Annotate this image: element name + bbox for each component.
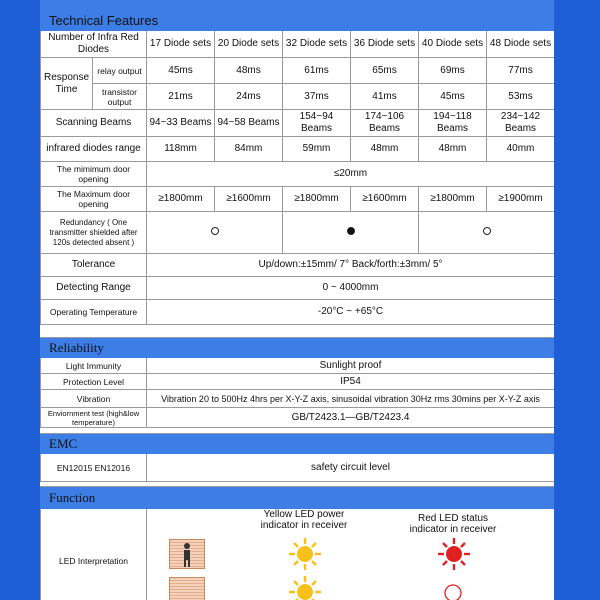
max-door-value: ≥1600mm xyxy=(351,187,419,212)
redundancy-cell xyxy=(147,212,283,254)
redundancy-label: Redundancy ( One transmitter shielded after 120s detected absent ) xyxy=(41,212,147,254)
relay-value: 45ms xyxy=(147,58,215,84)
env-value: GB/T2423.1—GB/T2423.4 xyxy=(147,408,555,428)
row-beams xyxy=(41,110,555,137)
min-door-label: The mimimum door opening xyxy=(41,162,147,187)
max-door-label: The Maximum door opening xyxy=(41,187,147,212)
emc-level: safety circuit level xyxy=(147,454,555,482)
env-label: Enviornment test (high&low temperature) xyxy=(41,408,147,428)
row-light xyxy=(41,358,555,374)
transistor-label: transistor output xyxy=(93,84,147,110)
redundancy-cell xyxy=(419,212,555,254)
vibration-value: Vibration 20 to 500Hz 4hrs per X-Y-Z axis, sinusoidal vibration 30Hz rms 30mins per X-Y-Z axis xyxy=(147,390,555,408)
led-cell xyxy=(147,509,555,600)
protection-label: Protection Level xyxy=(41,374,147,390)
section-reliability: Reliability xyxy=(41,338,555,358)
red-led-off-icon xyxy=(443,583,463,600)
light-label: Light Immunity xyxy=(41,358,147,374)
spec-sheet xyxy=(40,0,554,600)
row-protection xyxy=(41,374,555,390)
row-env xyxy=(41,408,555,428)
beams-value: 94~58 Beams xyxy=(215,110,283,137)
open-circle-icon xyxy=(211,227,219,235)
range-value: 84mm xyxy=(215,137,283,162)
beams-value: 234~142 Beams xyxy=(487,110,555,137)
row-diodes xyxy=(41,31,555,58)
section-function: Function xyxy=(41,487,555,509)
relay-value: 65ms xyxy=(351,58,419,84)
top-spacer xyxy=(41,1,555,11)
protection-value: IP54 xyxy=(147,374,555,390)
diodes-value: 17 Diode sets xyxy=(147,31,215,58)
row-transistor xyxy=(41,84,555,110)
diodes-value: 48 Diode sets xyxy=(487,31,555,58)
spacer xyxy=(41,325,555,338)
max-door-value: ≥1800mm xyxy=(419,187,487,212)
diodes-value: 20 Diode sets xyxy=(215,31,283,58)
relay-label: relay output xyxy=(93,58,147,84)
response-time-label: Response Time xyxy=(41,58,93,110)
row-emc xyxy=(41,454,555,482)
detecting-value: 0 ~ 4000mm xyxy=(147,277,555,300)
red-led-header: Red LED status indicator in receiver xyxy=(409,513,497,535)
beams-value: 194~118 Beams xyxy=(419,110,487,137)
beams-label: Scanning Beams xyxy=(41,110,147,137)
open-circle-icon xyxy=(483,227,491,235)
sensor-with-person-icon xyxy=(169,539,205,569)
transistor-value: 21ms xyxy=(147,84,215,110)
emc-standards: EN12015 EN12016 xyxy=(41,454,147,482)
diodes-value: 40 Diode sets xyxy=(419,31,487,58)
row-min-door xyxy=(41,162,555,187)
transistor-value: 24ms xyxy=(215,84,283,110)
range-value: 40mm xyxy=(487,137,555,162)
tolerance-label: Tolerance xyxy=(41,254,147,277)
relay-value: 61ms xyxy=(283,58,351,84)
beams-value: 174~106 Beams xyxy=(351,110,419,137)
redundancy-cell xyxy=(283,212,419,254)
yellow-led-on-icon xyxy=(288,537,322,571)
max-door-value: ≥1800mm xyxy=(283,187,351,212)
filled-circle-icon xyxy=(347,227,355,235)
transistor-value: 37ms xyxy=(283,84,351,110)
relay-value: 69ms xyxy=(419,58,487,84)
temperature-value: -20°C ~ +65°C xyxy=(147,300,555,325)
row-redundancy xyxy=(41,212,555,254)
row-relay xyxy=(41,58,555,84)
max-door-value: ≥1800mm xyxy=(147,187,215,212)
row-max-door xyxy=(41,187,555,212)
detecting-label: Detecting Range xyxy=(41,277,147,300)
row-temperature xyxy=(41,300,555,325)
transistor-value: 41ms xyxy=(351,84,419,110)
row-tolerance xyxy=(41,254,555,277)
light-value: Sunlight proof xyxy=(147,358,555,374)
max-door-value: ≥1600mm xyxy=(215,187,283,212)
min-door-value: ≤20mm xyxy=(147,162,555,187)
red-led-on-icon xyxy=(437,537,471,571)
section-technical-features: Technical Features xyxy=(41,11,555,31)
yellow-led-header: Yellow LED power indicator in receiver xyxy=(260,509,348,531)
range-value: 48mm xyxy=(419,137,487,162)
transistor-value: 53ms xyxy=(487,84,555,110)
range-value: 48mm xyxy=(351,137,419,162)
diodes-label: Number of Infra Red Diodes xyxy=(41,31,147,58)
row-led xyxy=(41,509,555,600)
section-emc: EMC xyxy=(41,434,555,454)
relay-value: 77ms xyxy=(487,58,555,84)
temperature-label: Operating Temperature xyxy=(41,300,147,325)
range-value: 59mm xyxy=(283,137,351,162)
row-range xyxy=(41,137,555,162)
led-label: LED Interpretation xyxy=(41,509,147,600)
yellow-led-on-icon xyxy=(288,575,322,600)
range-label: infrared diodes range xyxy=(41,137,147,162)
max-door-value: ≥1900mm xyxy=(487,187,555,212)
relay-value: 48ms xyxy=(215,58,283,84)
transistor-value: 45ms xyxy=(419,84,487,110)
diodes-value: 32 Diode sets xyxy=(283,31,351,58)
beams-value: 154~94 Beams xyxy=(283,110,351,137)
row-vibration xyxy=(41,390,555,408)
spec-table xyxy=(40,0,554,600)
diodes-value: 36 Diode sets xyxy=(351,31,419,58)
row-detecting xyxy=(41,277,555,300)
sensor-clear-icon xyxy=(169,577,205,600)
range-value: 118mm xyxy=(147,137,215,162)
vibration-label: Vibration xyxy=(41,390,147,408)
tolerance-value: Up/down:±15mm/ 7° Back/forth:±3mm/ 5° xyxy=(147,254,555,277)
beams-value: 94~33 Beams xyxy=(147,110,215,137)
